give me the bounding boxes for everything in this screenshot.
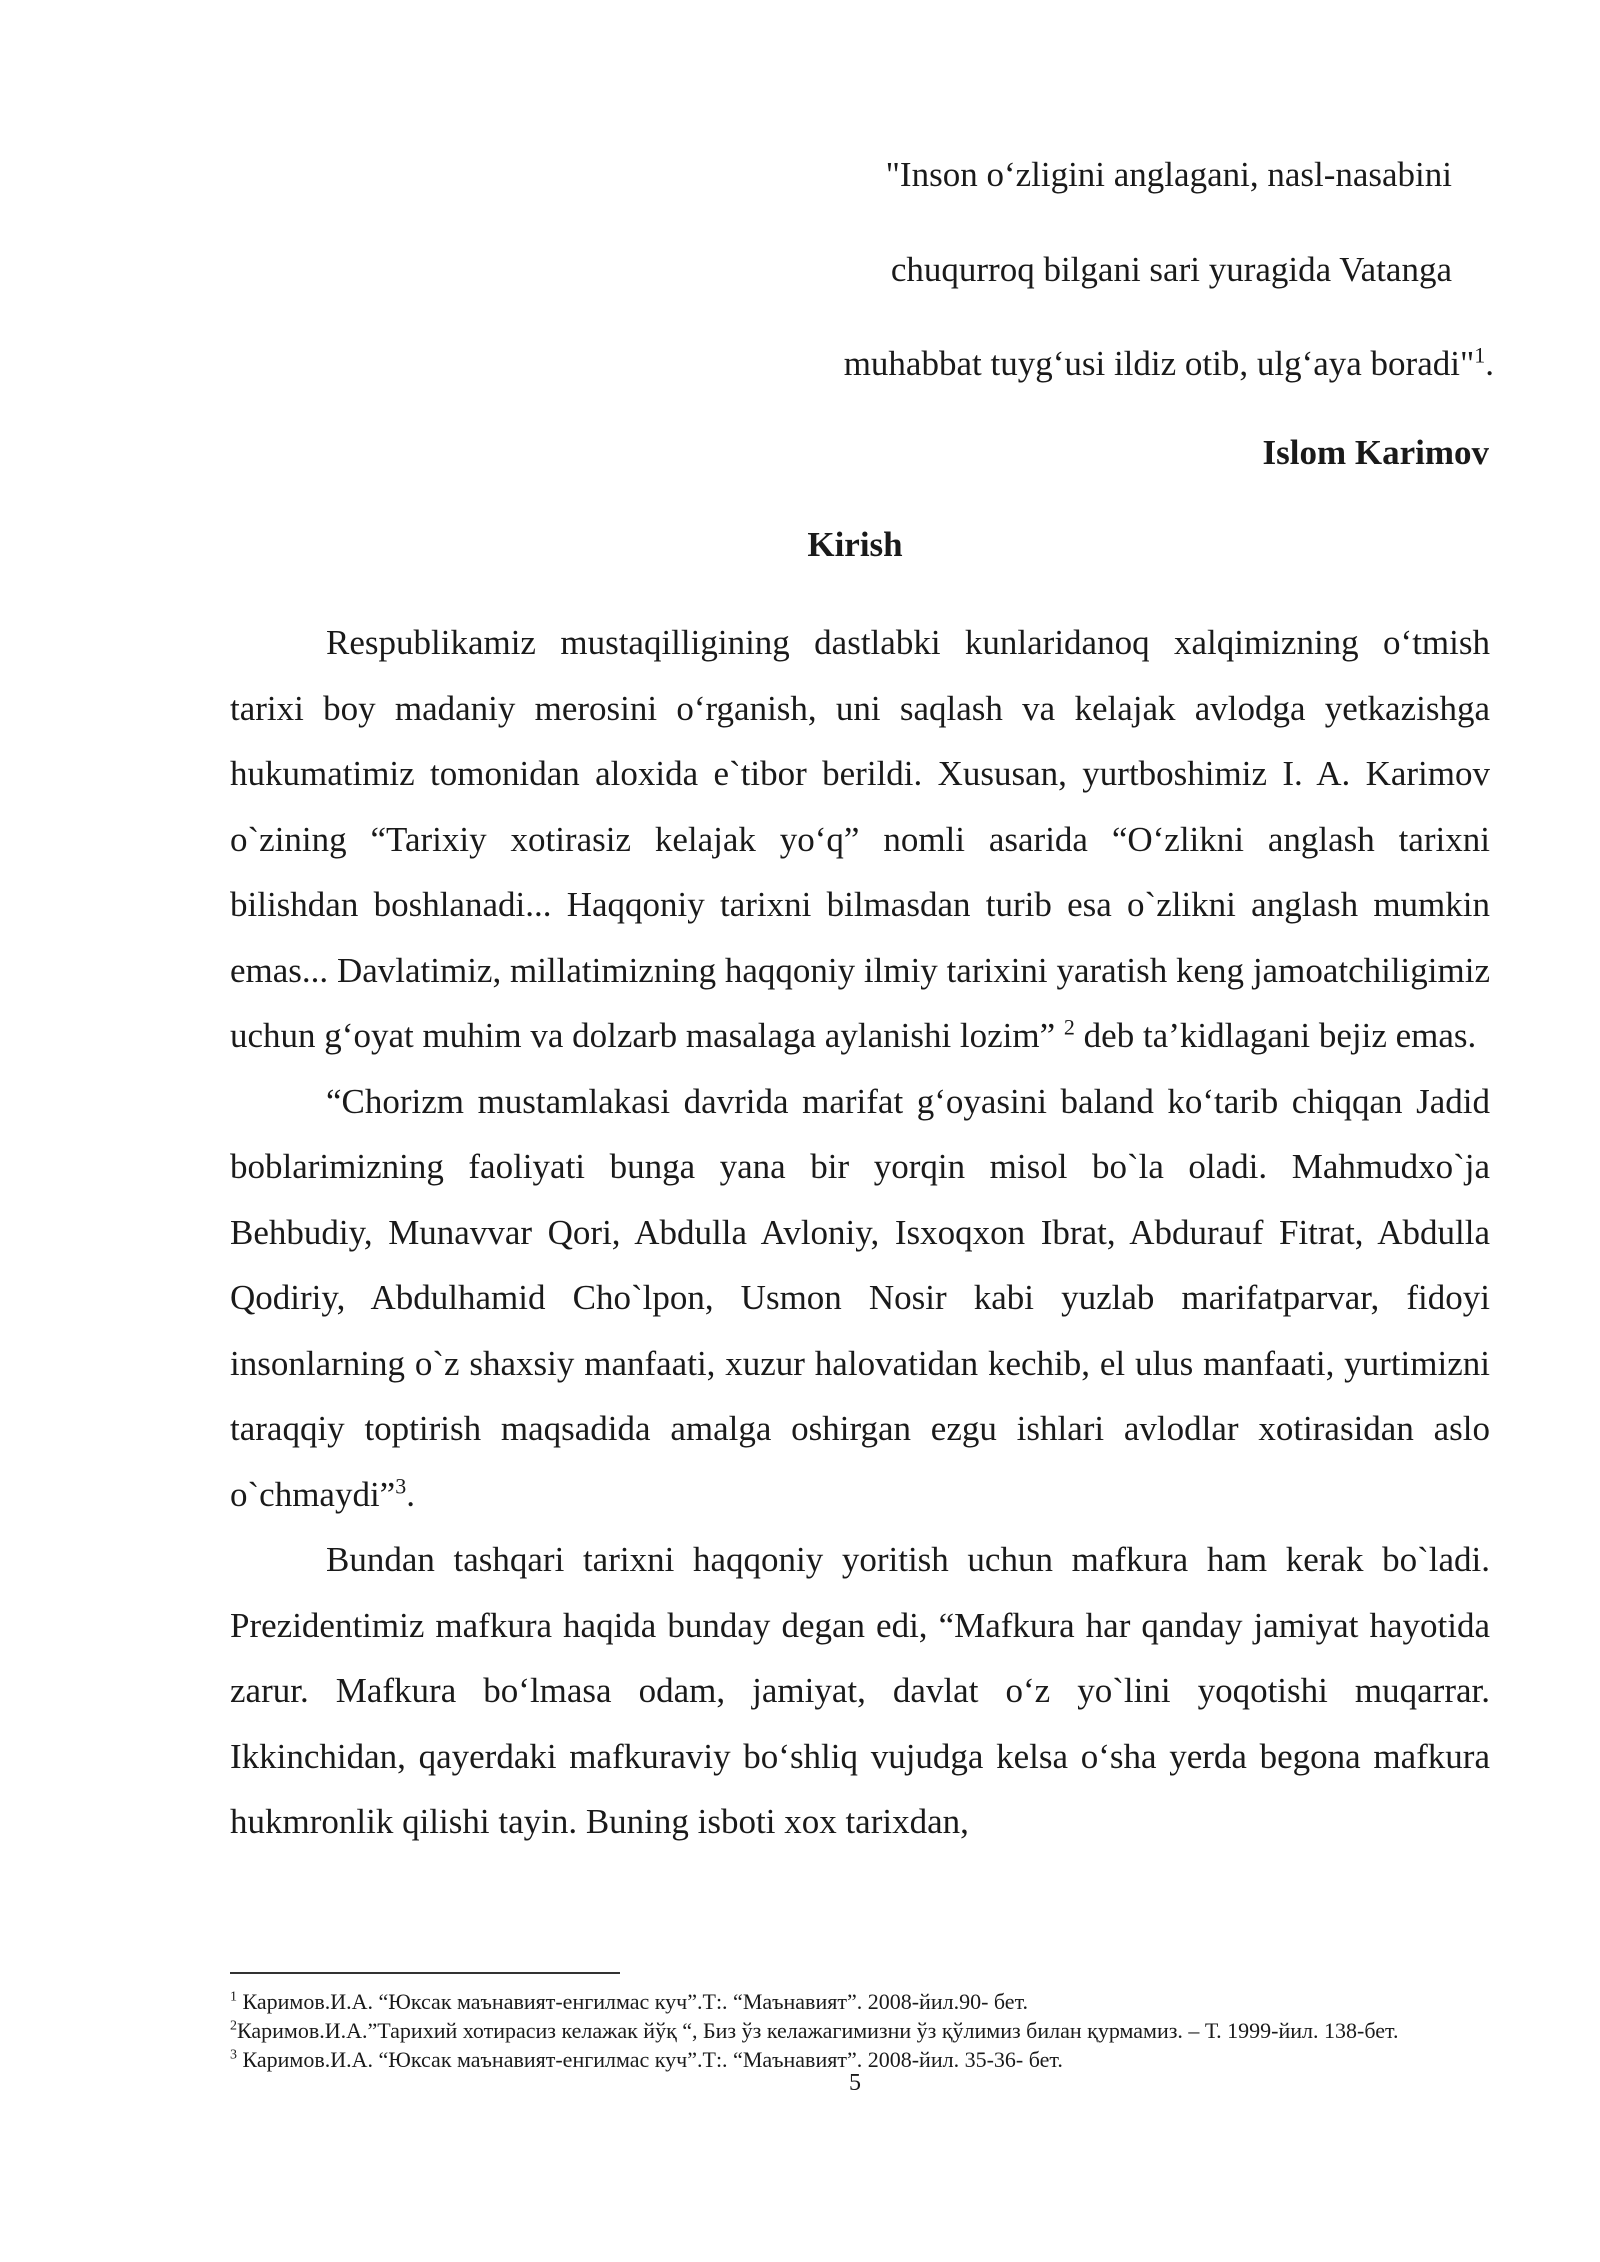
epigraph-line-2: chuqurroq bilgani sari yuragida Vatanga — [890, 250, 1452, 289]
paragraph-2-text-end: . — [406, 1474, 415, 1514]
paragraph-1-text-end: deb ta’kidlagani bejiz emas. — [1074, 1016, 1477, 1055]
footnotes — [230, 1987, 1490, 2074]
footnote-2 — [230, 2016, 1490, 2045]
epigraph-line-3 — [0, 341, 1494, 387]
paragraph-2-text: “Chorizm mustamlakasi davrida marifat g‘oyasini baland ko‘tarib chiqqan Jadid boblarimizning faoliyati bunga yana bir yorqin misol bo`la oladi. Mahmudxo`ja Behbudiy, Munavvar Qori, Abdulla Avloniy, Isxoqxon Ibrat, Abdurauf Fitrat, Abdulla Qodiriy, Abdulhamid Cho`lpon, Usmon Nosir kabi yuzlab marifatparvar, fidoyi insonlarning o`z shaxsiy manfaati, xuzur halovatidan kechib, el ulus manfaati, yurtimizni taraqqiy toptirish maqsadida amalga oshirgan ezgu ishlari avlodlar xotirasidan aslo o`chmaydi” — [230, 1081, 1490, 1514]
footnote-ref-3: 3 — [395, 1472, 407, 1498]
paragraph-3: Bundan tashqari tarixni haqqoniy yoritish uchun mafkura ham kerak bo`ladi. Prezidentimiz mafkura haqida bunday degan edi, “Mafkura har qanday jamiyat hayotida zarur. Mafkura bo‘lmasa odam, jamiyat, davlat o‘z yo`lini yoqotishi muqarrar. Ikkinchidan, qayerdaki mafkuraviy bo‘shliq vujudga kelsa o‘sha yerda begona mafkura hukmronlik qilishi tayin. Buning isboti xox tarixdan, — [230, 1540, 1490, 1841]
footnote-1 — [230, 1987, 1490, 2016]
epigraph-line-3-end: . — [1485, 344, 1494, 383]
page-number: 5 — [849, 2070, 861, 2096]
footnote-number: 1 — [230, 1989, 237, 2005]
paragraph-1 — [230, 610, 1490, 1069]
footnote-number: 2 — [230, 2018, 237, 2034]
footnote-ref-1: 1 — [1474, 342, 1486, 368]
footnote-number: 3 — [230, 2047, 237, 2063]
epigraph-line-3-text: muhabbat tuyg‘usi ildiz otib, ulg‘aya boradi" — [843, 344, 1475, 383]
paragraph-1-text: Respublikamiz mustaqilligining dastlabki kunlaridanoq xalqimizning o‘tmish tarixi boy madaniy merosini o‘rganish, uni saqlash va kelajak avlodga yetkazishga hukumatimiz tomonidan aloxida e`tibor berildi. Xususan, yurtboshimiz I. A. Karimov o`zining “Tarixiy xotirasiz kelajak yo‘q” nomli asarida “O‘zlikni anglash tarixni bilishdan boshlanadi... Haqqoniy tarixni bilmasdan turib esa o`zlikni anglash mumkin emas... Davlatimiz, millatimizning haqqoniy ilmiy tarixini yaratish keng jamoatchiligimiz uchun g‘oyat muhim va dolzarb masalaga aylanishi lozim” — [230, 623, 1490, 1055]
footnote-text: Каримов.И.А. “Юксак маънавият-енгилмас куч”.Т:. “Маънавият”. 2008-йил.90- бет. — [237, 1989, 1029, 2014]
footnote-ref-2: 2 — [1063, 1014, 1075, 1040]
paragraph-2 — [230, 1069, 1490, 1528]
footnote-separator — [230, 1972, 620, 1974]
body-text — [230, 610, 1490, 1855]
footnote-text: Каримов.И.А. “Юксак маънавият-енгилмас куч”.Т:. “Маънавият”. 2008-йил. 35-36- бет. — [237, 2047, 1063, 2072]
footnote-text: Каримов.И.А.”Тарихий хотирасиз келажак йўқ “, Биз ўз келажагимизни ўз қўлимиз билан қурмамиз. – Т. 1999-йил. 138-бет. — [237, 2018, 1399, 2043]
section-heading: Kirish — [807, 525, 903, 564]
epigraph-line-1: "Inson o‘zligini anglagani, nasl-nasabini — [885, 155, 1452, 194]
epigraph-author: Islom Karimov — [1262, 433, 1489, 472]
